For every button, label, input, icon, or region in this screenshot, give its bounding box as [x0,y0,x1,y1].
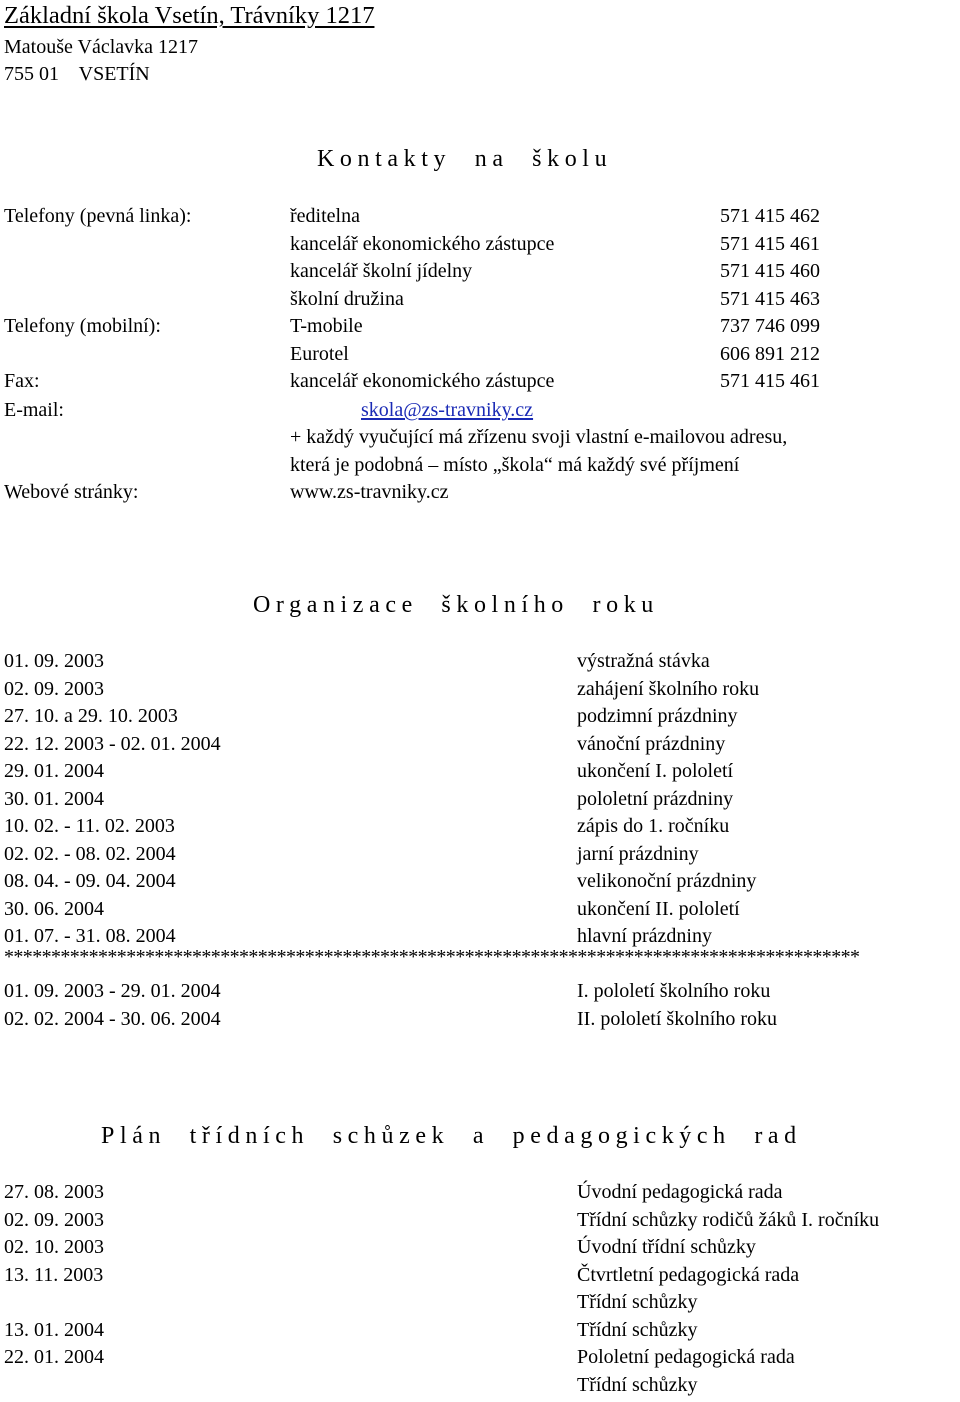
contact-row [0,316,960,343]
event-date: 02. 02. - 08. 02. 2004 [4,842,176,865]
contact-row [0,344,960,371]
meeting-date: 02. 09. 2003 [4,1208,104,1231]
email-note-row-1 [0,427,960,454]
event-name: zápis do 1. ročníku [577,815,730,837]
email-note-2: která je podobná – místo „škola“ má každý své příjmení [290,454,740,476]
email-link[interactable]: skola@zs-travniky.cz [361,399,534,421]
contact-name: kancelář školní jídelny [290,260,473,282]
event-row [0,651,960,678]
event-date: 22. 12. 2003 - 02. 01. 2004 [4,732,221,755]
meeting-name: Pololetní pedagogická rada [577,1346,795,1368]
meeting-date: 27. 08. 2003 [4,1181,104,1203]
contact-name: kancelář ekonomického zástupce [290,232,555,255]
contact-number: 571 415 461 [720,232,820,255]
meeting-row [0,1292,960,1319]
contact-name: Eurotel [290,342,349,365]
event-row [0,706,960,733]
semester-name: II. pololetí školního roku [577,1007,777,1030]
contact-name: školní družina [290,287,404,310]
event-name: podzimní prázdniny [577,705,738,727]
event-name: velikonoční prázdniny [577,870,757,892]
meeting-row [0,1375,960,1402]
semester-row [0,1009,960,1036]
contact-number: 571 415 461 [720,370,820,392]
event-row [0,679,960,706]
contact-name: kancelář ekonomického zástupce [290,370,555,392]
semester-date: 02. 02. 2004 - 30. 06. 2004 [4,1007,221,1030]
street-address: Matouše Václavka 1217 [4,36,199,58]
city-address: 755 01 VSETÍN [4,63,150,85]
meeting-name: Třídní schůzky [577,1373,698,1396]
event-date: 08. 04. - 09. 04. 2004 [4,870,176,892]
meeting-row [0,1265,960,1292]
contact-number: 571 415 460 [720,260,820,282]
meeting-name: Třídní schůzky [577,1291,698,1313]
contacts-heading: Kontakty na školu [317,146,613,172]
event-name: vánoční prázdniny [577,732,726,755]
meeting-name: Čtvrtletní pedagogická rada [577,1263,800,1286]
event-row [0,761,960,788]
event-row [0,871,960,898]
meeting-row [0,1182,960,1209]
contact-label: Telefony (mobilní): [4,315,161,337]
semester-date: 01. 09. 2003 - 29. 01. 2004 [4,980,221,1002]
event-row [0,844,960,871]
event-name: ukončení I. pololetí [577,760,734,782]
event-date: 27. 10. a 29. 10. 2003 [4,705,178,727]
event-name: ukončení II. pololetí [577,897,740,920]
contact-row [0,371,960,398]
event-name: výstražná stávka [577,650,710,672]
contact-row [0,234,960,261]
event-name: pololetní prázdniny [577,787,734,810]
event-date: 30. 06. 2004 [4,897,104,920]
contact-number: 737 746 099 [720,315,820,337]
event-date: 10. 02. - 11. 02. 2003 [4,815,175,837]
meeting-name: Úvodní třídní schůzky [577,1236,756,1258]
meeting-date: 02. 10. 2003 [4,1236,104,1258]
meeting-name: Úvodní pedagogická rada [577,1181,783,1203]
event-name: hlavní prázdniny [577,925,712,947]
meeting-date: 22. 01. 2004 [4,1346,104,1368]
meeting-name: Třídní schůzky rodičů žáků I. ročníku [577,1208,880,1231]
web-label: Webové stránky: [4,481,139,503]
meeting-row [0,1237,960,1264]
event-row [0,899,960,926]
meeting-date: 13. 11. 2003 [4,1263,104,1286]
contact-row [0,206,960,233]
contact-label: Telefony (pevná linka): [4,205,192,227]
email-row [0,400,960,427]
contact-number: 606 891 212 [720,342,820,365]
event-row [0,734,960,761]
email-label: E-mail: [4,399,64,421]
event-date: 01. 09. 2003 [4,650,104,672]
separator-line: ******************************************************************************************* [4,947,860,967]
event-date: 01. 07. - 31. 08. 2004 [4,925,176,947]
event-row [0,789,960,816]
contact-name: T-mobile [290,315,363,337]
web-address: www.zs-travniky.cz [290,481,449,503]
contact-name: ředitelna [290,205,360,227]
contact-row [0,289,960,316]
semester-row [0,981,960,1008]
meetings-heading: Plán třídních schůzek a pedagogických rad [101,1123,802,1149]
email-note-row-2 [0,455,960,482]
event-name: jarní prázdniny [577,842,699,865]
email-note-1: + každý vyučující má zřízenu svoji vlastní e-mailovou adresu, [290,426,788,448]
event-date: 29. 01. 2004 [4,760,104,782]
organization-heading: Organizace školního roku [253,592,659,618]
contact-row [0,261,960,288]
semester-name: I. pololetí školního roku [577,980,771,1002]
event-row [0,816,960,843]
meeting-row [0,1210,960,1237]
meeting-date: 13. 01. 2004 [4,1318,104,1341]
web-row [0,482,960,509]
contact-number: 571 415 462 [720,205,820,227]
school-name-heading: Základní škola Vsetín, Trávníky 1217 [4,2,375,29]
event-date: 30. 01. 2004 [4,787,104,810]
event-date: 02. 09. 2003 [4,677,104,700]
meeting-row [0,1347,960,1374]
contact-label: Fax: [4,370,40,392]
meeting-row [0,1320,960,1347]
contact-number: 571 415 463 [720,287,820,310]
event-name: zahájení školního roku [577,677,760,700]
meeting-name: Třídní schůzky [577,1318,698,1341]
